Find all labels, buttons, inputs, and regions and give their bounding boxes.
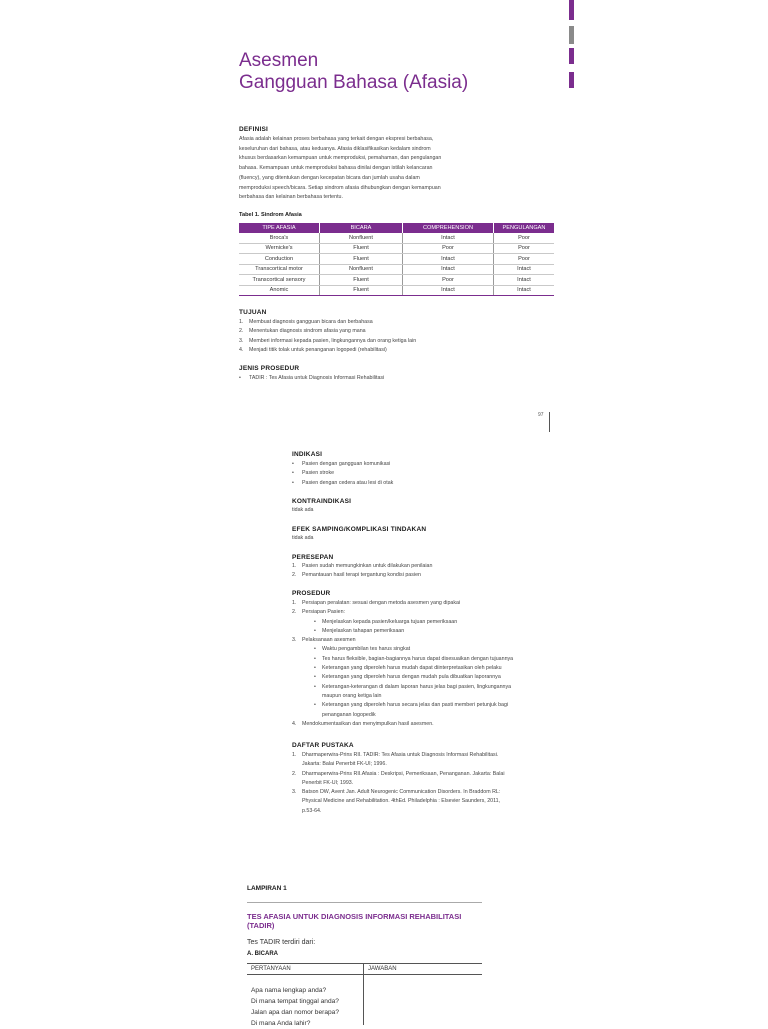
table-row — [239, 254, 554, 265]
list-item: • Keterangan yang diperoleh harus mudah dapat diinterpretasikan oleh pelaku — [314, 665, 502, 672]
list-item: 2. Pemantauan hasil terapi tergantung kondisi pasien — [292, 572, 421, 579]
text-line: bahasa. Kemampuan untuk memproduksi bahasa dinilai dengan istilah kelancaran — [239, 165, 433, 172]
bicara-table — [247, 963, 482, 1025]
list-item-continuation: penanganan logopedik — [322, 711, 376, 718]
edge-marker — [569, 48, 574, 64]
title-line-1: Asesmen — [239, 50, 319, 71]
table-cell: Nonfluent — [320, 233, 403, 243]
list-item-continuation: maupun orang ketiga lain — [322, 692, 382, 699]
table-cell: Intact — [403, 285, 494, 296]
table-cell: Conduction — [239, 254, 320, 265]
table-caption: Tabel 1. Sindrom Afasia — [239, 212, 302, 218]
indikasi-list — [292, 460, 393, 488]
prosedur-list — [292, 599, 513, 729]
table-cell: Fluent — [320, 275, 403, 286]
list-item-continuation: p.53-64. — [302, 807, 322, 814]
table-header-row — [247, 964, 482, 975]
table-cell: Fluent — [320, 285, 403, 296]
text-line: keseluruhan dari bahasa, atau keduanya. Afasia diklasifikasikan kedalam sindrom — [239, 145, 431, 152]
table-cell: Anomic — [239, 285, 320, 296]
list-item: 2. Persiapan Pasien: — [292, 609, 345, 616]
list-item-continuation: Penerbit FK-UI; 1993. — [302, 779, 354, 786]
kontraindikasi-heading: KONTRAINDIKASI — [292, 498, 352, 505]
table-cell: Intact — [403, 264, 494, 275]
table-cell: Intact — [494, 275, 555, 286]
table-cell: Transcortical sensory — [239, 275, 320, 286]
table-cell: Fluent — [320, 243, 403, 254]
table-cell: Intact — [494, 264, 555, 275]
edge-marker — [569, 26, 574, 44]
title-line-2: Gangguan Bahasa (Afasia) — [239, 72, 469, 93]
edge-marker — [569, 0, 574, 20]
jenis-prosedur-heading: JENIS PROSEDUR — [239, 365, 300, 372]
tujuan-list — [239, 318, 416, 355]
question-item: Jalan apa dan nomor berapa? — [251, 1009, 339, 1016]
list-item: • TADIR : Tes Afasia untuk Diagnosis Informasi Rehabilitasi — [239, 375, 385, 381]
list-item: • Pasien stroke — [292, 470, 335, 477]
table-row — [239, 264, 554, 275]
list-item: 1. Membuat diagnosis gangguan bicara dan berbahasa — [239, 319, 373, 325]
text-line: (fluency), yang ditentukan dengan kecepatan bicara dan jumlah usaha dalam — [239, 174, 420, 181]
tujuan-heading: TUJUAN — [239, 309, 267, 316]
efek-samping-heading: EFEK SAMPING/KOMPLIKASI TINDAKAN — [292, 526, 427, 533]
table-cell: Wernicke's — [239, 243, 320, 254]
list-item: 1. Persiapan peralatan: sesuai dengan metoda asesmen yang dipakai — [292, 600, 461, 606]
list-item: • Keterangan yang diperoleh harus secara jelas dan pasti memberi petunjuk bagi — [314, 702, 509, 709]
list-item: • Menjelaskan kepada pasien/keluarga tujuan pemeriksaan — [314, 618, 458, 625]
lampiran-heading: LAMPIRAN 1 — [247, 885, 287, 892]
table-cell: Fluent — [320, 254, 403, 265]
column-header: BICARA — [320, 223, 403, 233]
column-divider — [363, 964, 364, 1025]
sindrom-afasia-table — [239, 223, 554, 296]
tadir-intro: Tes TADIR terdiri dari: — [247, 939, 316, 946]
daftar-pustaka-list — [292, 751, 505, 816]
question-list — [251, 985, 339, 1029]
page-number: 97 — [538, 412, 544, 418]
page-title — [239, 50, 468, 94]
prosedur-heading: PROSEDUR — [292, 590, 331, 597]
definisi-text — [239, 135, 479, 203]
tadir-title — [247, 912, 487, 930]
list-item: 4. Mendokumentasikan dan menyimpulkan hasil asesmen. — [292, 720, 434, 727]
table-cell: Intact — [494, 285, 555, 296]
divider — [247, 902, 482, 903]
table-cell: Transcortical motor — [239, 264, 320, 275]
table-header-row — [239, 223, 554, 233]
peresepan-heading: PERESEPAN — [292, 554, 334, 561]
daftar-pustaka-heading: DAFTAR PUSTAKA — [292, 742, 354, 749]
tadir-title-line-2: (TADIR) — [247, 921, 275, 930]
list-item: 4. Menjadi titik tolak untuk penanganan logopedi (rehabilitasi) — [239, 346, 387, 353]
question-item: Di mana tempat tinggal anda? — [251, 998, 339, 1005]
definisi-heading: DEFINISI — [239, 126, 269, 133]
tadir-title-line-1: TES AFASIA UNTUK DIAGNOSIS INFORMASI REHABILITASI — [247, 912, 462, 921]
list-item: • Pasien dengan cedera atau lesi di otak — [292, 479, 394, 486]
table-cell: Poor — [494, 233, 555, 243]
list-item: • Keterangan-keterangan di dalam laporan harus jelas bagi pasien, lingkungannya — [314, 683, 512, 690]
column-header: PENGULANGAN — [494, 223, 555, 233]
table-cell: Poor — [403, 243, 494, 254]
edge-marker — [569, 72, 574, 88]
jenis-prosedur-list — [239, 374, 384, 383]
text-line: memproduksi speech/bicara. Setiap sindrom afasia dihubungkan dengan kemampuan — [239, 184, 441, 191]
list-item: • Menjelaskan tahapan pemeriksaan — [314, 627, 405, 634]
list-item: 3. Memberi informasi kepada pasien, lingkungannya dan orang ketiga lain — [239, 337, 417, 344]
text-line: khusus berdasarkan kemampuan untuk memproduksi, pemahaman, dan pengulangan — [239, 155, 442, 162]
list-item-continuation: Physical Medicine and Rehabilitation. 4thEd. Philadelphia : Elsevier Saunders, 2011, — [302, 798, 501, 805]
list-item: • Pasien dengan gangguan komunikasi — [292, 461, 391, 467]
kontraindikasi-text: tidak ada — [292, 507, 314, 513]
list-item: • Waktu pengambilan tes harus singkat — [314, 646, 411, 653]
column-header: JAWABAN — [368, 966, 397, 972]
question-item: Apa nama lengkap anda? — [251, 987, 327, 994]
efek-samping-text: tidak ada — [292, 535, 314, 541]
peresepan-list — [292, 562, 432, 581]
column-header: COMPREHENSION — [403, 223, 494, 233]
list-item-continuation: Jakarta: Balai Penerbit FK-UI; 1996. — [302, 761, 387, 768]
column-header: TIPE AFASIA — [239, 223, 320, 233]
table-cell: Poor — [494, 254, 555, 265]
section-a-heading: A. BICARA — [247, 951, 278, 957]
table-cell: Broca's — [239, 233, 320, 243]
document-page-98 — [0, 420, 768, 865]
list-item: 1. Dharmaperwira-Prins RII. TADIR: Tes Afasia untuk Diagnosis Informasi Rehabilitasi. — [292, 752, 499, 758]
table-row — [239, 243, 554, 254]
table-cell: Intact — [403, 233, 494, 243]
list-item: 3. Pelaksanaan asesmen — [292, 637, 356, 644]
table-cell: Intact — [403, 254, 494, 265]
table-cell: Nonfluent — [320, 264, 403, 275]
list-item: 2. Menentukan diagnosis sindrom afasia yang mana — [239, 328, 366, 335]
list-item: 3. Batson DW, Avent Jan. Adult Neurogenic Communication Disorders. In Braddom RL: — [292, 789, 501, 796]
list-item: • Tes harus fleksible, bagian-bagiannya harus dapat disesuaikan dengan tujuannya — [314, 655, 514, 662]
column-header: PERTANYAAN — [251, 966, 291, 972]
list-item: 2. Dharmaperwira-Prins RII.Afasia : Deskripsi, Pemeriksaan, Penanganan. Jakarta: Balai — [292, 770, 505, 777]
indikasi-heading: INDIKASI — [292, 451, 323, 458]
document-page-97 — [0, 0, 768, 420]
document-page-lampiran — [0, 865, 768, 1027]
list-item: 1. Pasien sudah memungkinkan untuk dilakukan penilaian — [292, 563, 433, 569]
table-row — [239, 233, 554, 243]
table-row — [239, 285, 554, 296]
table-cell: Poor — [494, 243, 555, 254]
table-row — [239, 275, 554, 286]
text-line: berbahasa dan kelainan berbahasa tertentu. — [239, 194, 343, 201]
text-line: Afasia adalah kelainan proses berbahasa yang terkait dengan ekspresi berbahasa, — [239, 136, 434, 142]
table-cell: Poor — [403, 275, 494, 286]
list-item: • Keterangan yang diperoleh harus dengan mudah pula dibuatkan laporannya — [314, 674, 501, 681]
question-item: Di mana Anda lahir? — [251, 1020, 311, 1027]
